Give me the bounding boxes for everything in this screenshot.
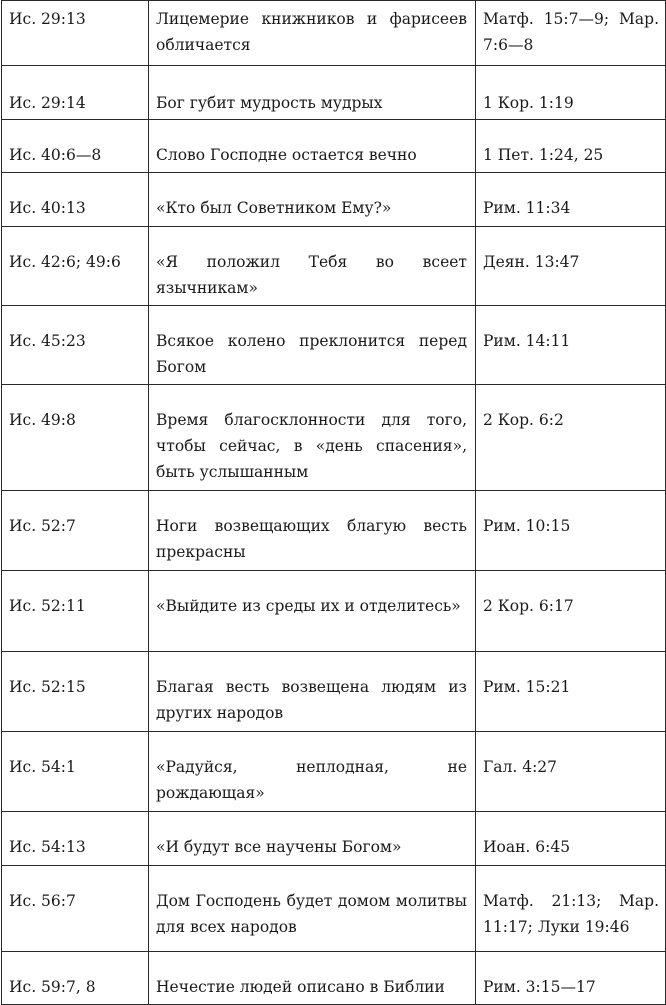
nt-reference: Гал. 4:27 [476, 732, 666, 812]
ot-reference: Ис. 42:6; 49:6 [2, 227, 149, 306]
topic-text: Бог губит мудрость мудрых [149, 66, 476, 120]
ot-reference: Ис. 45:23 [2, 306, 149, 385]
topic-text: «Я положил Тебя во всеет язычникам» [149, 227, 476, 306]
topic-text: Нечестие людей описано в Библии [149, 952, 476, 1005]
nt-reference: Рим. 11:34 [476, 173, 666, 227]
topic-text: «Выйдите из среды их и отделитесь» [149, 571, 476, 652]
topic-text: Всякое колено преклонится перед Богом [149, 306, 476, 385]
table-row [2, 952, 666, 1005]
topic-text: Время благосклонности для того, чтобы сейчас, в «день спасения», быть услышанным [149, 385, 476, 491]
topic-text: Лицемерие книжников и фарисеев обличается [149, 1, 476, 66]
topic-text: «И будут все научены Богом» [149, 812, 476, 866]
ot-reference: Ис. 54:1 [2, 732, 149, 812]
nt-reference: Деян. 13:47 [476, 227, 666, 306]
table-row [2, 1, 666, 66]
nt-reference: Рим. 3:15—17 [476, 952, 666, 1005]
table-row [2, 732, 666, 812]
ot-reference: Ис. 40:13 [2, 173, 149, 227]
ot-reference: Ис. 52:15 [2, 652, 149, 732]
ot-reference: Ис. 29:14 [2, 66, 149, 120]
table-row [2, 385, 666, 491]
table-row [2, 306, 666, 385]
nt-reference: 1 Кор. 1:19 [476, 66, 666, 120]
table-row [2, 652, 666, 732]
nt-reference: 1 Пет. 1:24, 25 [476, 120, 666, 173]
table-row [2, 571, 666, 652]
table-row [2, 120, 666, 173]
topic-text: Дом Господень будет домом молитвы для всех народов [149, 866, 476, 952]
nt-reference: Иоан. 6:45 [476, 812, 666, 866]
topic-text: «Кто был Советником Ему?» [149, 173, 476, 227]
ot-reference: Ис. 52:7 [2, 491, 149, 571]
table-row [2, 812, 666, 866]
ot-reference: Ис. 59:7, 8 [2, 952, 149, 1005]
topic-text: «Радуйся, неплодная, не рождающая» [149, 732, 476, 812]
ot-reference: Ис. 40:6—8 [2, 120, 149, 173]
ot-reference: Ис. 29:13 [2, 1, 149, 66]
table-row [2, 173, 666, 227]
table-row [2, 491, 666, 571]
nt-reference: Рим. 15:21 [476, 652, 666, 732]
ot-reference: Ис. 49:8 [2, 385, 149, 491]
ot-reference: Ис. 52:11 [2, 571, 149, 652]
topic-text: Ноги возвещающих благую весть прекрасны [149, 491, 476, 571]
table-row [2, 866, 666, 952]
ot-reference: Ис. 56:7 [2, 866, 149, 952]
references-table [1, 0, 666, 1005]
table-row [2, 227, 666, 306]
nt-reference: Матф. 21:13; Мар. 11:17; Луки 19:46 [476, 866, 666, 952]
table-row [2, 66, 666, 120]
nt-reference: Рим. 10:15 [476, 491, 666, 571]
topic-text: Слово Господне остается вечно [149, 120, 476, 173]
topic-text: Благая весть возвещена людям из других народов [149, 652, 476, 732]
nt-reference: Матф. 15:7—9; Мар. 7:6—8 [476, 1, 666, 66]
nt-reference: 2 Кор. 6:2 [476, 385, 666, 491]
nt-reference: Рим. 14:11 [476, 306, 666, 385]
ot-reference: Ис. 54:13 [2, 812, 149, 866]
nt-reference: 2 Кор. 6:17 [476, 571, 666, 652]
